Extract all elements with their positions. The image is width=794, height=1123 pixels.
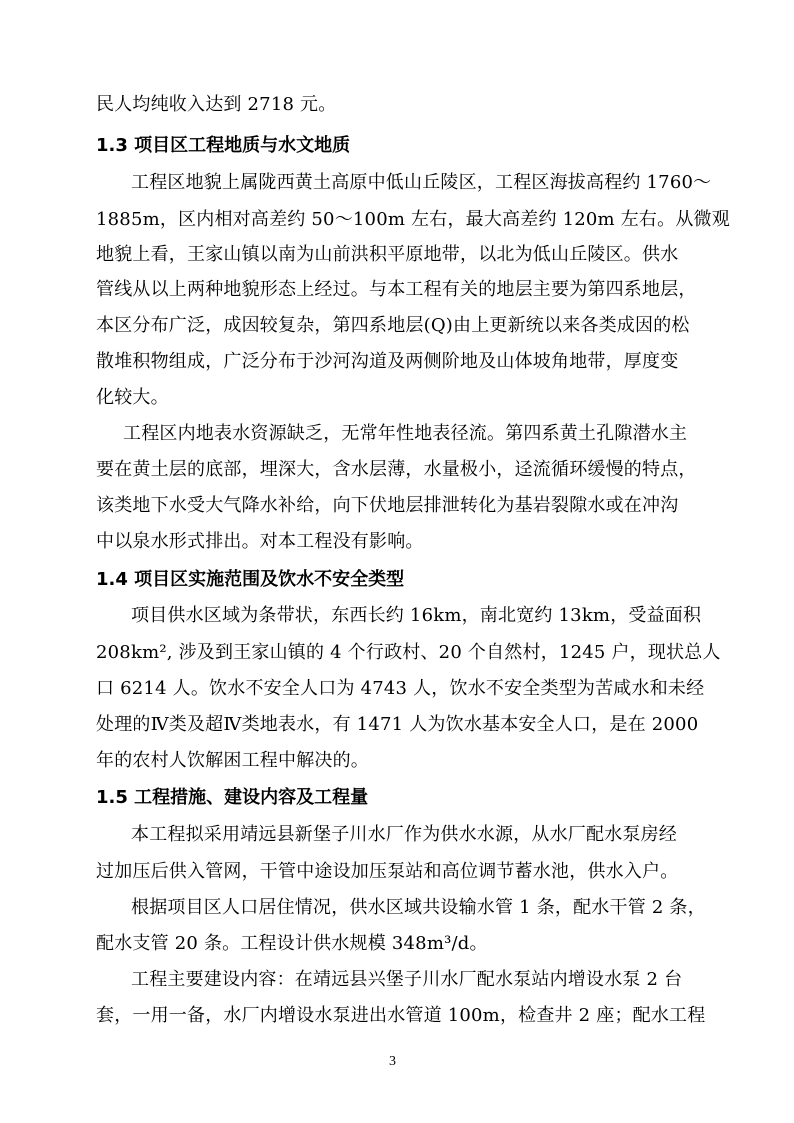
section-heading: 1.3 项目区工程地质与水文地质 — [96, 135, 351, 156]
text-line: 年的农村人饮解困工程中解决的。 — [96, 750, 369, 771]
text-line: 套，一用一备，水厂内增设水泵进出水管道 100m，检查井 2 座；配水工程 — [96, 1005, 706, 1026]
text-line: 化较大。 — [96, 387, 169, 408]
text-line: 配水支管 20 条。工程设计供水规模 348m³/d。 — [96, 933, 488, 954]
text-line: 中以泉水形式排出。对本工程没有影响。 — [96, 531, 424, 552]
text-line: 要在黄土层的底部，埋深大，含水层薄，水量极小，迳流循环缓慢的特点， — [96, 459, 697, 480]
section-heading: 1.5 工程措施、建设内容及工程量 — [96, 787, 369, 808]
text-line: 处理的Ⅳ类及超Ⅳ类地表水，有 1471 人为饮水基本安全人口，是在 2000 — [96, 714, 699, 735]
text-line: 过加压后供入管网，干管中途设加压泵站和高位调节蓄水池，供水入户。 — [96, 861, 679, 882]
text-line: 工程主要建设内容：在靖远县兴堡子川水厂配水泵站内增设水泵 2 台 — [131, 969, 683, 990]
text-line: 该类地下水受大气降水补给，向下伏地层排泄转化为基岩裂隙水或在冲沟 — [96, 495, 679, 516]
text-line: 208km², 涉及到王家山镇的 4 个行政村、20 个自然村，1245 户，现状总人 — [96, 642, 721, 663]
text-line: 散堆积物组成，广泛分布于沙河沟道及两侧阶地及山体坡角地带，厚度变 — [96, 351, 679, 372]
text-line: 1885m，区内相对高差约 50～100m 左右，最大高差约 120m 左右。从微观 — [96, 209, 730, 230]
text-line: 根据项目区人口居住情况，供水区域共设输水管 1 条，配水干管 2 条， — [131, 897, 706, 918]
text-line: 管线从以上两种地貌形态上经过。与本工程有关的地层主要为第四系地层， — [96, 279, 697, 300]
text-line: 项目供水区域为条带状，东西长约 16km，南北宽约 13km，受益面积 — [131, 605, 702, 626]
text-line: 口 6214 人。饮水不安全人口为 4743 人，饮水不安全类型为苦咸水和未经 — [96, 678, 705, 699]
text-line: 地貌上看，王家山镇以南为山前洪积平原地带，以北为低山丘陵区。供水 — [96, 244, 679, 265]
text-line: 工程区地貌上属陇西黄土高原中低山丘陵区，工程区海拔高程约 1760～ — [131, 172, 712, 193]
text-line: 工程区内地表水资源缺乏，无常年性地表径流。第四系黄土孔隙潜水主 — [123, 423, 688, 444]
text-line: 本工程拟采用靖远县新堡子川水厂作为供水水源，从水厂配水泵房经 — [131, 824, 677, 845]
text-line: 民人均纯收入达到 2718 元。 — [96, 94, 337, 115]
page-number: 3 — [389, 1054, 396, 1069]
text-line: 本区分布广泛，成因较复杂，第四系地层(Q)由上更新统以来各类成因的松 — [96, 315, 690, 336]
section-heading: 1.4 项目区实施范围及饮水不安全类型 — [96, 569, 405, 590]
